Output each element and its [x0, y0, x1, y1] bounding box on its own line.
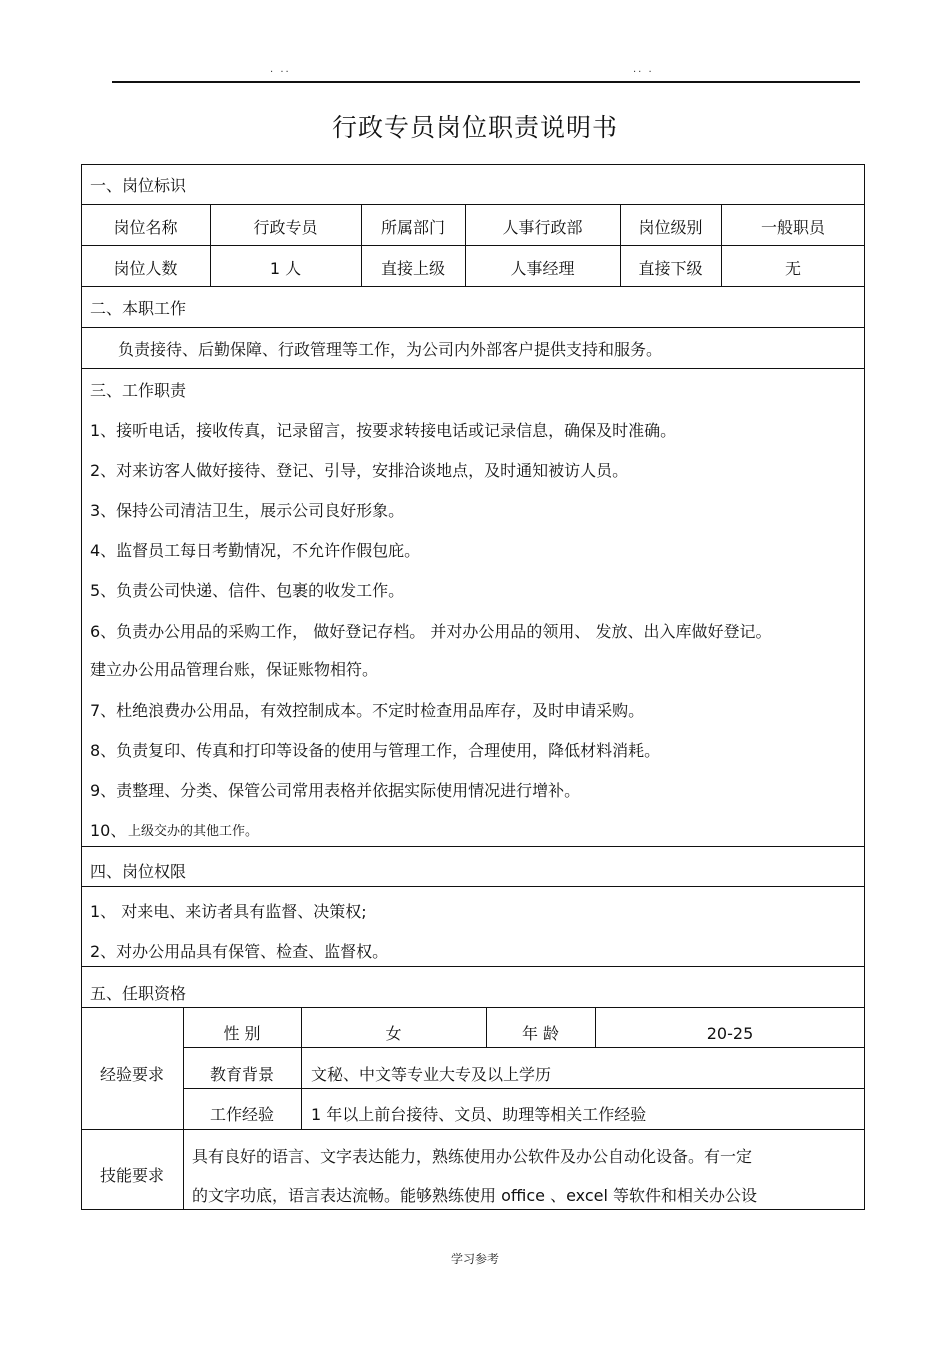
cell-post-name-value: 行政专员: [253, 218, 318, 237]
duty-item: 6、负责办公用品的采购工作， 做好登记存档。 并对办公用品的领用、 发放、出入库做好登记。: [90, 622, 772, 641]
main-work-text: 负责接待、后勤保障、行政管理等工作，为公司内外部客户提供支持和服务。: [118, 340, 663, 359]
duty-item: 1、接听电话，接收传真，记录留言，按要求转接电话或记录信息，确保及时准确。: [90, 421, 677, 440]
authority-item: 1、 对来电、来访者具有监督、决策权;: [90, 902, 367, 921]
cell-age-value: 20-25: [706, 1024, 754, 1043]
cell-skill-label: 技能要求: [99, 1166, 164, 1185]
skill-text-line2: 的文字功底，语言表达流畅。能够熟练使用 office 、excel 等软件和相关办公设: [192, 1186, 757, 1205]
header-mark-left: . ..: [270, 64, 291, 75]
section-heading-duties: 三、工作职责: [90, 381, 187, 400]
cell-superior-value: 人事经理: [510, 259, 575, 278]
authority-item: 2、对办公用品具有保管、检查、监督权。: [90, 942, 389, 961]
duty-item: 4、监督员工每日考勤情况，不允许作假包庇。: [90, 541, 421, 560]
section-heading-main-work: 二、本职工作: [90, 299, 187, 318]
cell-headcount-label: 岗位人数: [113, 259, 178, 278]
row-divider: [81, 846, 865, 847]
cell-superior-label: 直接上级: [380, 259, 445, 278]
duty-item: 9、责整理、分类、保管公司常用表格并依据实际使用情况进行增补。: [90, 781, 581, 800]
cell-subordinate-label: 直接下级: [638, 259, 703, 278]
cell-subordinate-value: 无: [784, 259, 801, 278]
page-footer: 学习参考: [450, 1252, 499, 1266]
cell-headcount-value: 1 人: [269, 259, 302, 278]
row-divider: [81, 1007, 865, 1008]
duty-item: 8、负责复印、传真和打印等设备的使用与管理工作，合理使用，降低材料消耗。: [90, 741, 661, 760]
cell-gender-value: 女: [385, 1024, 402, 1043]
section-heading-identity: 一、岗位标识: [90, 176, 187, 195]
header-mark-right: .. .: [633, 64, 654, 75]
row-divider: [81, 204, 865, 205]
row-divider: [81, 327, 865, 328]
skill-text-line1: 具有良好的语言、文字表达能力，熟练使用办公软件及办公自动化设备。有一定: [192, 1147, 753, 1166]
duty-item: 7、杜绝浪费办公用品，有效控制成本。不定时检查用品库存，及时申请采购。: [90, 701, 645, 720]
responsibility-table: [81, 164, 865, 1210]
duty-item-continuation: 建立办公用品管理台账，保证账物相符。: [90, 660, 379, 679]
duty-item-number: 10、: [90, 821, 127, 840]
row-divider: [183, 1088, 865, 1089]
cell-level-label: 岗位级别: [638, 218, 703, 237]
cell-education-label: 教育背景: [209, 1065, 274, 1084]
row-divider: [81, 368, 865, 369]
row-divider: [81, 886, 865, 887]
cell-work-experience-value: 1 年以上前台接待、文员、助理等相关工作经验: [311, 1105, 647, 1124]
cell-post-name-label: 岗位名称: [113, 218, 178, 237]
cell-experience-label: 经验要求: [99, 1065, 164, 1084]
section-heading-authority: 四、岗位权限: [90, 862, 187, 881]
cell-education-value: 文秘、中文等专业大专及以上学历: [311, 1065, 552, 1084]
duty-item: 2、对来访客人做好接待、登记、引导，安排洽谈地点，及时通知被访人员。: [90, 461, 629, 480]
cell-department-label: 所属部门: [380, 218, 445, 237]
row-divider: [183, 1047, 865, 1048]
cell-age-label: 年 龄: [521, 1024, 560, 1043]
duty-item: 3、保持公司清洁卫生，展示公司良好形象。: [90, 501, 405, 520]
header-rule: [112, 81, 860, 83]
page-title: 行政专员岗位职责说明书: [331, 113, 618, 142]
cell-gender-label: 性 别: [223, 1024, 261, 1043]
row-divider: [81, 966, 865, 967]
row-divider: [81, 286, 865, 287]
row-divider: [81, 1129, 865, 1130]
cell-work-experience-label: 工作经验: [209, 1105, 274, 1124]
cell-department-value: 人事行政部: [502, 218, 583, 237]
duty-item: 5、负责公司快递、信件、包裹的收发工作。: [90, 581, 405, 600]
row-divider: [81, 245, 865, 246]
section-heading-qualifications: 五、任职资格: [90, 984, 187, 1003]
duty-item-text: 上级交办的其他工作。: [128, 824, 259, 839]
cell-level-value: 一般职员: [760, 218, 825, 237]
